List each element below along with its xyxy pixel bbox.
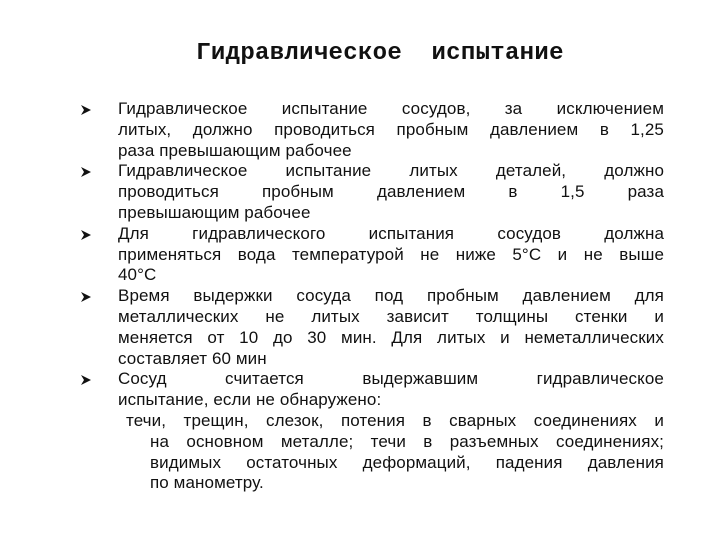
bullet-line: литых, должно проводиться пробным давлением в 1,25 <box>118 119 664 139</box>
bullet-line: Время выдержки сосуда под пробным давлением для <box>118 286 664 306</box>
sub-item-line: видимых остаточных деформаций, падения давления <box>150 452 664 472</box>
bullet-line: меняется от 10 до 30 мин. Для литых и неметаллических <box>118 327 664 347</box>
bullet-item <box>0 224 720 286</box>
bullet-line: металлических не литых зависит толщины стенки и <box>118 306 664 326</box>
bullet-list <box>0 99 720 494</box>
bullet-item <box>0 99 720 161</box>
slide-title: Гидравлическое испытание <box>196 40 564 67</box>
bullet-line: составляет 60 мин <box>118 348 267 368</box>
bullet-item <box>0 369 720 411</box>
bullet-line: раза превышающим рабочее <box>118 140 352 160</box>
arrow-bullet-icon <box>80 161 94 182</box>
sub-item-line: по манометру. <box>150 473 264 493</box>
bullet-line: испытание, если не обнаружено: <box>118 390 382 410</box>
bullet-item <box>0 286 720 369</box>
arrow-bullet-icon <box>80 369 94 390</box>
bullet-line: Сосуд считается выдержавшим гидравлическое <box>118 369 664 389</box>
sub-item-line: на основном металле; течи в разъемных соединениях; <box>150 431 664 451</box>
arrow-bullet-icon <box>80 286 94 307</box>
sub-item-line: течи, трещин, слезок, потения в сварных соединениях и <box>126 410 664 430</box>
bullet-line: 40°С <box>118 265 157 285</box>
bullet-line: Гидравлическое испытание сосудов, за исключением <box>118 99 664 118</box>
arrow-bullet-icon <box>80 224 94 245</box>
bullet-line: Для гидравлического испытания сосудов должна <box>118 223 664 243</box>
bullet-line: применяться вода температурой не ниже 5°С и не выше <box>118 244 664 264</box>
bullet-line: Гидравлическое испытание литых деталей, должно <box>118 161 664 181</box>
bullet-line: превышающим рабочее <box>118 202 311 222</box>
arrow-bullet-icon <box>80 99 94 120</box>
bullet-item <box>0 161 720 223</box>
sub-item <box>0 411 720 494</box>
bullet-line: проводиться пробным давлением в 1,5 раза <box>118 182 664 202</box>
